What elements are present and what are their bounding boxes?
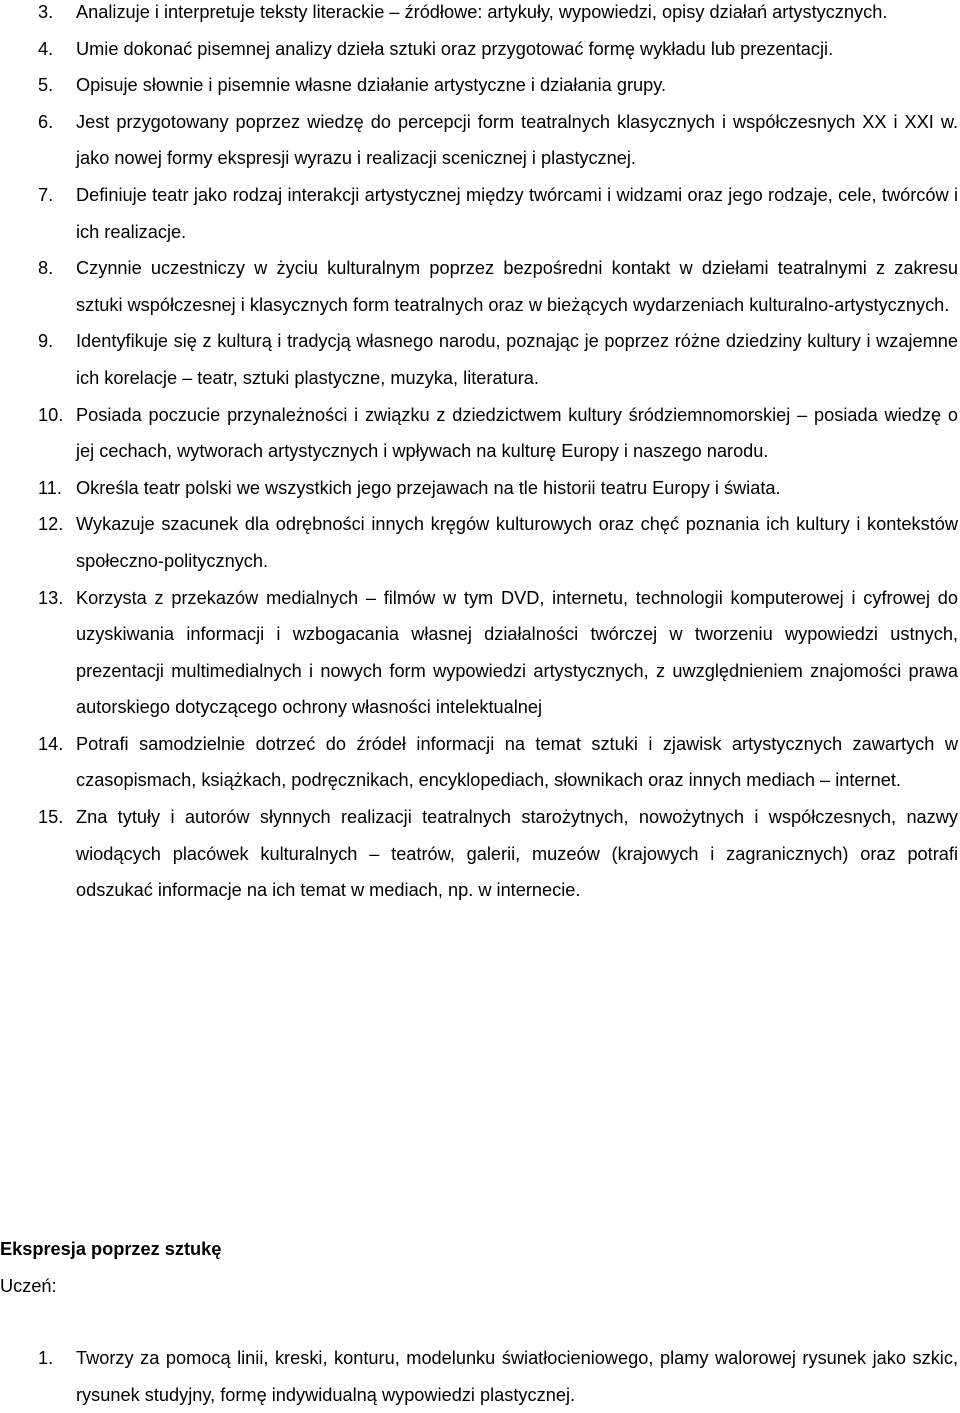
- item-number: 11.: [38, 477, 62, 498]
- list-item: [0, 397, 958, 470]
- item-text: Zna tytuły i autorów słynnych realizacji teatralnych starożytnych, nowożytnych i współczesnych, nazwy wiodących placówek kulturalnych – teatrów, galerii, muzeów (krajowych i zagranicznych) oraz potrafi odszukać informacje na ich temat w mediach, np. w internecie.: [76, 807, 958, 901]
- list-item: [0, 323, 958, 396]
- item-text: Korzysta z przekazów medialnych – filmów w tym DVD, internetu, technologii komputerowej i cyfrowej do uzyskiwania informacji i wzbogacania własnej działalności twórczej w tworzeniu wypowiedzi ustnych, prezentacji multimedialnych i nowych form wypowiedzi artystycznych, z uwzględnieniem znajomości prawa autorskiego dotyczącego ochrony własności intelektualnej: [76, 587, 958, 718]
- item-number: 5.: [38, 75, 54, 96]
- item-text: Identyfikuje się z kulturą i tradycją własnego narodu, poznając je poprzez różne dziedziny kultury i wzajemne ich korelacje – teatr, sztuki plastyczne, muzyka, literatura.: [76, 331, 958, 388]
- item-text: Posiada poczucie przynależności i związku z dziedzictwem kultury śródziemnomorskiej – posiada wiedzę o jej cechach, wytworach artystycznych i wpływach na kulturę Europy i naszego narodu.: [76, 404, 958, 462]
- list-item: [0, 0, 958, 31]
- list-item: [0, 470, 958, 507]
- expression-list: [0, 1340, 958, 1413]
- item-text: Definiuje teatr jako rodzaj interakcji artystycznej między twórcami i widzami oraz jego rodzaje, cele, twórców i ich realizacje.: [76, 184, 958, 242]
- list-item: [0, 250, 958, 323]
- item-text: Potrafi samodzielnie dotrzeć do źródeł informacji na temat sztuki i zjawisk artystycznych zawartych w czasopismach, książkach, podręcznikach, encyklopediach, słownikach oraz innych mediach – internet.: [76, 733, 958, 791]
- item-number: 6.: [38, 111, 54, 132]
- section-heading: Ekspresja poprzez sztukę: [0, 1239, 222, 1259]
- list-item: [0, 31, 958, 68]
- item-text: Czynnie uczestniczy w życiu kulturalnym poprzez bezpośredni kontakt w dziełami teatralnymi z zakresu sztuki współczesnej i klasycznych form teatralnych oraz w bieżących wydarzeniach kulturalno-artystycznych.: [76, 258, 958, 315]
- item-text: Opisuje słownie i pisemnie własne działanie artystyczne i działania grupy.: [76, 75, 667, 96]
- item-number: 9.: [38, 331, 54, 352]
- item-text: Jest przygotowany poprzez wiedzę do percepcji form teatralnych klasycznych i współczesnych XX i XXI w. jako nowej formy ekspresji wyrazu i realizacji scenicznej i plastycznej.: [76, 111, 958, 169]
- list-item: [0, 726, 958, 799]
- item-number: 15.: [38, 807, 64, 828]
- list-item: [0, 506, 958, 579]
- item-text: Umie dokonać pisemnej analizy dzieła sztuki oraz przygotować formę wykładu lub prezentacji.: [76, 38, 834, 59]
- list-item: [0, 177, 958, 250]
- list-item: [0, 104, 958, 177]
- item-number: 14.: [38, 733, 64, 754]
- item-number: 3.: [38, 2, 54, 22]
- item-number: 12.: [38, 514, 64, 535]
- item-text: Określa teatr polski we wszystkich jego przejawach na tle historii teatru Europy i świata.: [76, 477, 781, 498]
- item-number: 4.: [38, 38, 54, 59]
- list-item: [0, 1340, 958, 1413]
- item-text: Analizuje i interpretuje teksty literackie – źródłowe: artykuły, wypowiedzi, opisy działań artystycznych.: [76, 2, 888, 22]
- section-subheading: Uczeń:: [0, 1276, 57, 1296]
- item-number: 8.: [38, 258, 54, 279]
- list-item: [0, 799, 958, 909]
- item-number: 10.: [38, 404, 64, 425]
- item-text: Wykazuje szacunek dla odrębności innych kręgów kulturowych oraz chęć poznania ich kultury i kontekstów społeczno-politycznych.: [76, 514, 958, 571]
- item-number: 13.: [38, 587, 64, 608]
- item-number: 1.: [38, 1348, 54, 1368]
- list-item: [0, 67, 958, 104]
- list-item: [0, 580, 958, 726]
- item-text: Tworzy za pomocą linii, kreski, konturu, modelunku światłocieniowego, plamy walorowej rysunek jako szkic, rysunek studyjny, formę indywidualną wypowiedzi plastycznej.: [76, 1348, 958, 1405]
- item-number: 7.: [38, 184, 54, 205]
